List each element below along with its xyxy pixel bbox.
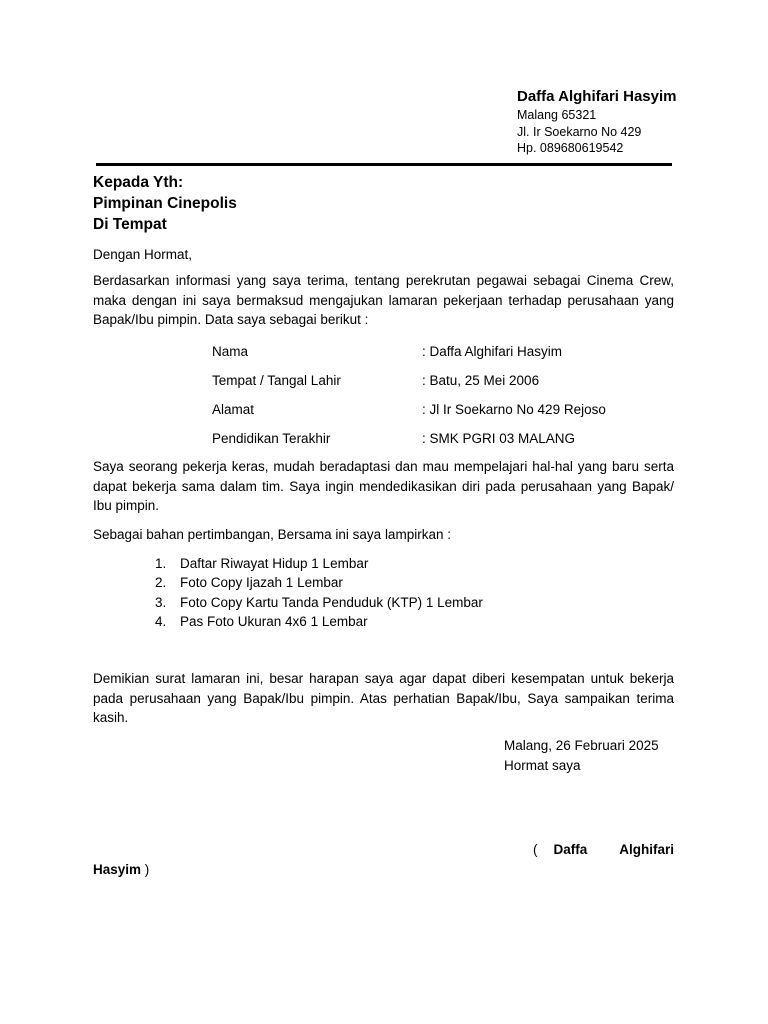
list-number: 4.	[155, 613, 167, 629]
recipient-line-3: Di Tempat	[93, 216, 167, 233]
list-text: Pas Foto Ukuran 4x6 1 Lembar	[180, 613, 368, 629]
letterhead-divider	[96, 163, 672, 166]
signature-line-2	[93, 860, 674, 880]
attachments-list	[155, 554, 483, 631]
data-label: Pendidikan Terakhir	[212, 431, 331, 446]
list-number: 3.	[155, 594, 167, 610]
intro-paragraph: Berdasarkan informasi yang saya terima, tentang perekrutan pegawai sebagai Cinema Crew, maka dengan ini saya bermaksud mengajukan lamaran pekerjaan terhadap perusahaan yang Bapak/Ibu pimpin. Data saya sebagai berikut :	[93, 273, 674, 327]
data-row	[212, 371, 632, 400]
data-label: Alamat	[212, 402, 255, 417]
data-row	[212, 429, 632, 458]
close-paren: )	[144, 862, 150, 877]
list-text: Foto Copy Ijazah 1 Lembar	[180, 575, 343, 591]
sender-city: Malang 65321	[517, 108, 597, 122]
signature-middle-name: Alghifari	[619, 842, 674, 857]
data-value: : Batu, 25 Mei 2006	[422, 373, 540, 388]
data-label: Tempat / Tangal Lahir	[212, 373, 341, 388]
data-row	[212, 400, 632, 429]
list-item	[155, 573, 483, 592]
personal-data-table	[212, 342, 632, 458]
salutation: Dengan Hormat,	[93, 247, 193, 262]
signature-line-1	[93, 840, 674, 860]
recipient-block	[93, 172, 237, 235]
list-text: Daftar Riwayat Hidup 1 Lembar	[180, 556, 369, 571]
sender-block	[517, 87, 757, 157]
recipient-line-1: Kepada Yth:	[93, 174, 184, 191]
attachments-intro: Sebagai bahan pertimbangan, Bersama ini saya lampirkan :	[93, 527, 451, 542]
recipient-line-2: Pimpinan Cinepolis	[93, 195, 237, 212]
place-date: Malang, 26 Februari 2025	[504, 738, 659, 753]
signature-last-name: Hasyim	[93, 862, 142, 877]
self-description-paragraph: Saya seorang pekerja keras, mudah beradaptasi dan mau mempelajari hal-hal yang baru serta dapat bekerja sama dalam tim. Saya ingin mendedikasikan diri pada perusahaan yang Bapak/ Ibu pimpin.	[93, 459, 674, 513]
closing-paragraph: Demikian surat lamaran ini, besar harapan saya agar dapat diberi kesempatan untuk bekerja pada perusahaan yang Bapak/Ibu pimpin. Atas perhatian Bapak/Ibu, Saya sampaikan terima kasih.	[93, 671, 674, 725]
open-paren: (	[532, 842, 538, 857]
list-item	[155, 612, 483, 631]
list-number: 1.	[155, 556, 167, 571]
sender-phone: Hp. 089680619542	[517, 141, 624, 155]
list-text: Foto Copy Kartu Tanda Penduduk (KTP) 1 Lembar	[180, 594, 483, 610]
regards: Hormat saya	[504, 757, 581, 773]
sender-address: Jl. Ir Soekarno No 429	[517, 124, 642, 139]
signature-first-name: Daffa	[553, 842, 588, 857]
data-row	[212, 342, 632, 371]
list-item	[155, 593, 483, 612]
data-value: : Jl Ir Soekarno No 429 Rejoso	[422, 402, 606, 417]
signature-name	[93, 840, 674, 880]
list-item	[155, 554, 483, 573]
data-value: : Daffa Alghifari Hasyim	[422, 344, 563, 359]
data-label: Nama	[212, 344, 249, 359]
data-value: : SMK PGRI 03 MALANG	[422, 431, 576, 446]
sign-off-block	[504, 736, 659, 775]
list-number: 2.	[155, 575, 167, 591]
sender-name: Daffa Alghifari Hasyim	[517, 88, 677, 105]
